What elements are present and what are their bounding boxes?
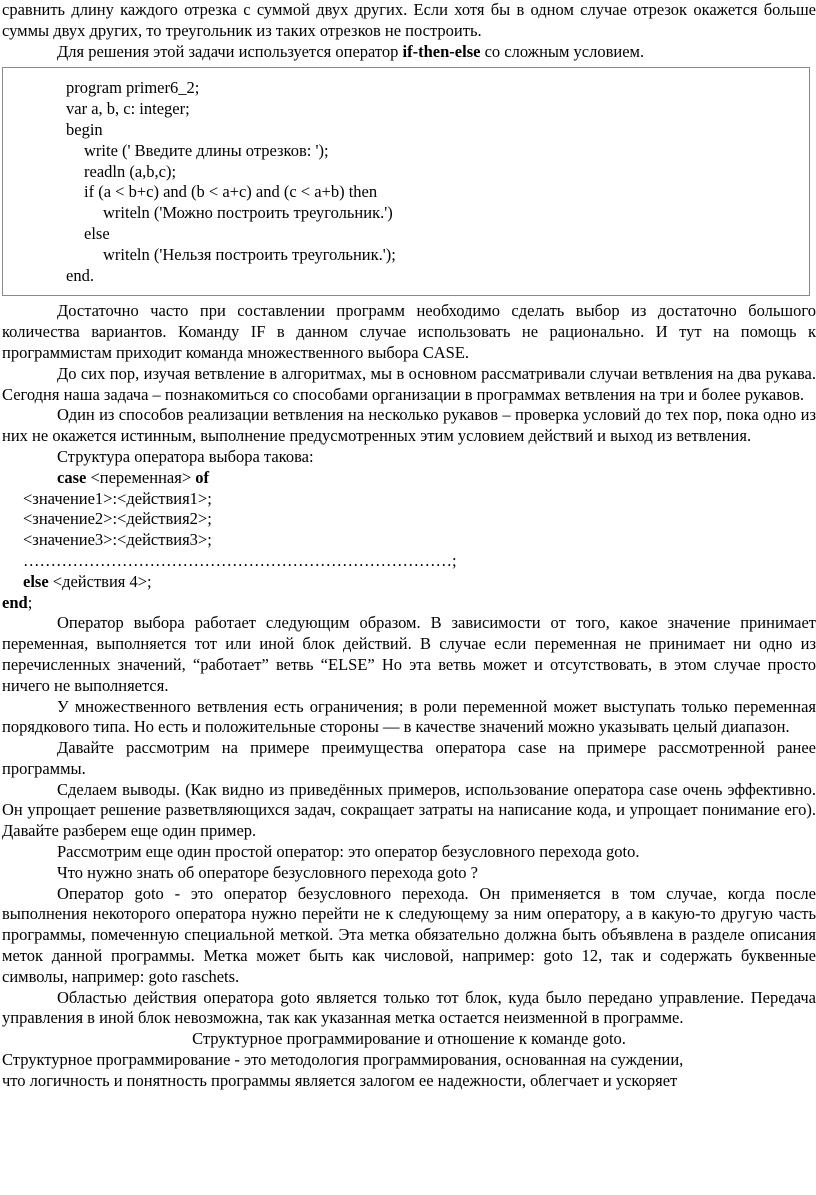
code-line: if (a < b+c) and (b < a+c) and (c < a+b) then [84, 182, 378, 202]
paragraph-goto-question: Что нужно знать об операторе безусловного перехода goto ? [57, 862, 478, 882]
code-listing [2, 67, 810, 296]
case-syntax-value: <значение1>:<действия1>; [23, 488, 212, 508]
code-line: end. [66, 265, 94, 285]
if-then-else-keyword: if-then-else [402, 41, 481, 61]
paragraph-goto-description: Оператор goto - это оператор безусловного перехода. Он применяется в том случае, когда после выполнения некоторого оператора нужно перейти не к следующему за ним оператору, а в какую-то другую часть программы, помеченную специальной меткой. Эта метка обязательно должна быть объявлена в разделе описания меток данной программы. Метка может быть как числовой, например: goto 12, так и содержать буквенные символы, например: goto raschets. [2, 883, 816, 986]
paragraph-branching: До сих пор, изучая ветвление в алгоритмах, мы в основном рассматривали случаи ветвления на два рукава. Сегодня наша задача – познакомиться со способами организации в программах ветвления на три и более рукавов. [2, 363, 816, 404]
case-syntax-dots: ……………………………………………………………………; [23, 550, 457, 570]
intro-paragraph: сравнить длину каждого отрезка с суммой двух других. Если хотя бы в одном случае отрезок окажется больше суммы двух других, то треугольник из таких отрезков не построить. [2, 0, 816, 40]
paragraph-goto-intro: Рассмотрим еще один простой оператор: это оператор безусловного перехода goto. [57, 842, 640, 862]
paragraph-structure: Структура оператора выбора такова: [57, 446, 314, 466]
case-syntax-value: <значение2>:<действия2>; [23, 509, 212, 529]
paragraph-structured-line2: что логичность и понятность программы является залогом ее надежности, облегчает и ускоряет [2, 1070, 678, 1090]
intro-text-post: со сложным условием. [480, 41, 645, 61]
of-keyword: of [195, 467, 210, 487]
case-keyword: case [57, 467, 87, 487]
code-line: writeln ('Можно построить треугольник.') [103, 203, 393, 223]
paragraph-goto-scope: Областью действия оператора goto является только тот блок, куда было передано управление. Передача управления в иной блок невозможна, так как указанная метка остается неизменной в программе. [2, 987, 816, 1028]
code-line: writeln ('Нельзя построить треугольник.'); [103, 244, 396, 264]
intro-text-pre: Для решения этой задачи используется оператор [57, 41, 403, 61]
section-heading: Структурное программирование и отношение к команде goto. [192, 1029, 626, 1049]
paragraph-conclusions: Сделаем выводы. (Как видно из приведённых примеров, использование оператора case очень эффективно. Он упрощает решение разветвляющихся задач, сокращает затраты на написание кода, и упрощает понимание его). Давайте разберем еще один пример. [2, 779, 816, 841]
case-syntax-end [2, 593, 816, 614]
code-line: readln (a,b,c); [84, 161, 177, 181]
code-line: program primer6_2; [66, 78, 200, 98]
case-syntax-header [2, 468, 816, 489]
case-syntax-value: <значение3>:<действия3>; [23, 530, 212, 550]
case-variable: <переменная> [86, 467, 196, 487]
paragraph-limits: У множественного ветвления есть ограничения; в роли переменной может выступать только переменная порядкового типа. Но есть и положительные стороны — в качестве значений можно указывать целый диапазон. [2, 696, 816, 737]
paragraph-example: Давайте рассмотрим на примере преимущества оператора case на примере рассмотренной ранее программы. [2, 738, 816, 778]
case-syntax-else [2, 572, 816, 593]
case-syntax-block [2, 468, 816, 614]
else-keyword: else [23, 571, 49, 591]
else-actions: <действия 4>; [48, 571, 152, 591]
paragraph-branch-method: Один из способов реализации ветвления на несколько рукавов – проверка условий до тех пор, пока одно из них не окажется истинным, выполнение предусмотренных этим условием действий и выход из ветвления. [2, 405, 816, 446]
end-keyword: end [2, 592, 28, 612]
code-line: begin [66, 119, 103, 139]
paragraph-case-works: Оператор выбора работает следующим образом. В зависимости от того, какое значение принимает переменная, выполняется тот или иной блок действий. В случае если переменная не принимает ни одно из перечисленных значений, “работает” ветвь “ELSE” Но эта ветвь может и отсутствовать, в этом случае просто ничего не выполняется. [2, 613, 816, 695]
intro-operator-paragraph [2, 42, 816, 63]
code-line: var a, b, c: integer; [66, 99, 190, 119]
code-line: else [84, 223, 110, 243]
end-semicolon: ; [27, 592, 33, 612]
paragraph-case-intro: Достаточно часто при составлении программ необходимо сделать выбор из достаточно большого количества вариантов. Команду IF в данном случае использовать не рационально. И тут на помощь к программистам приходит команда множественного выбора CASE. [2, 301, 816, 362]
paragraph-structured-line1: Структурное программирование - это методология программирования, основанная на суждении, [2, 1050, 684, 1070]
code-line: write (' Введите длины отрезков: '); [84, 140, 329, 160]
